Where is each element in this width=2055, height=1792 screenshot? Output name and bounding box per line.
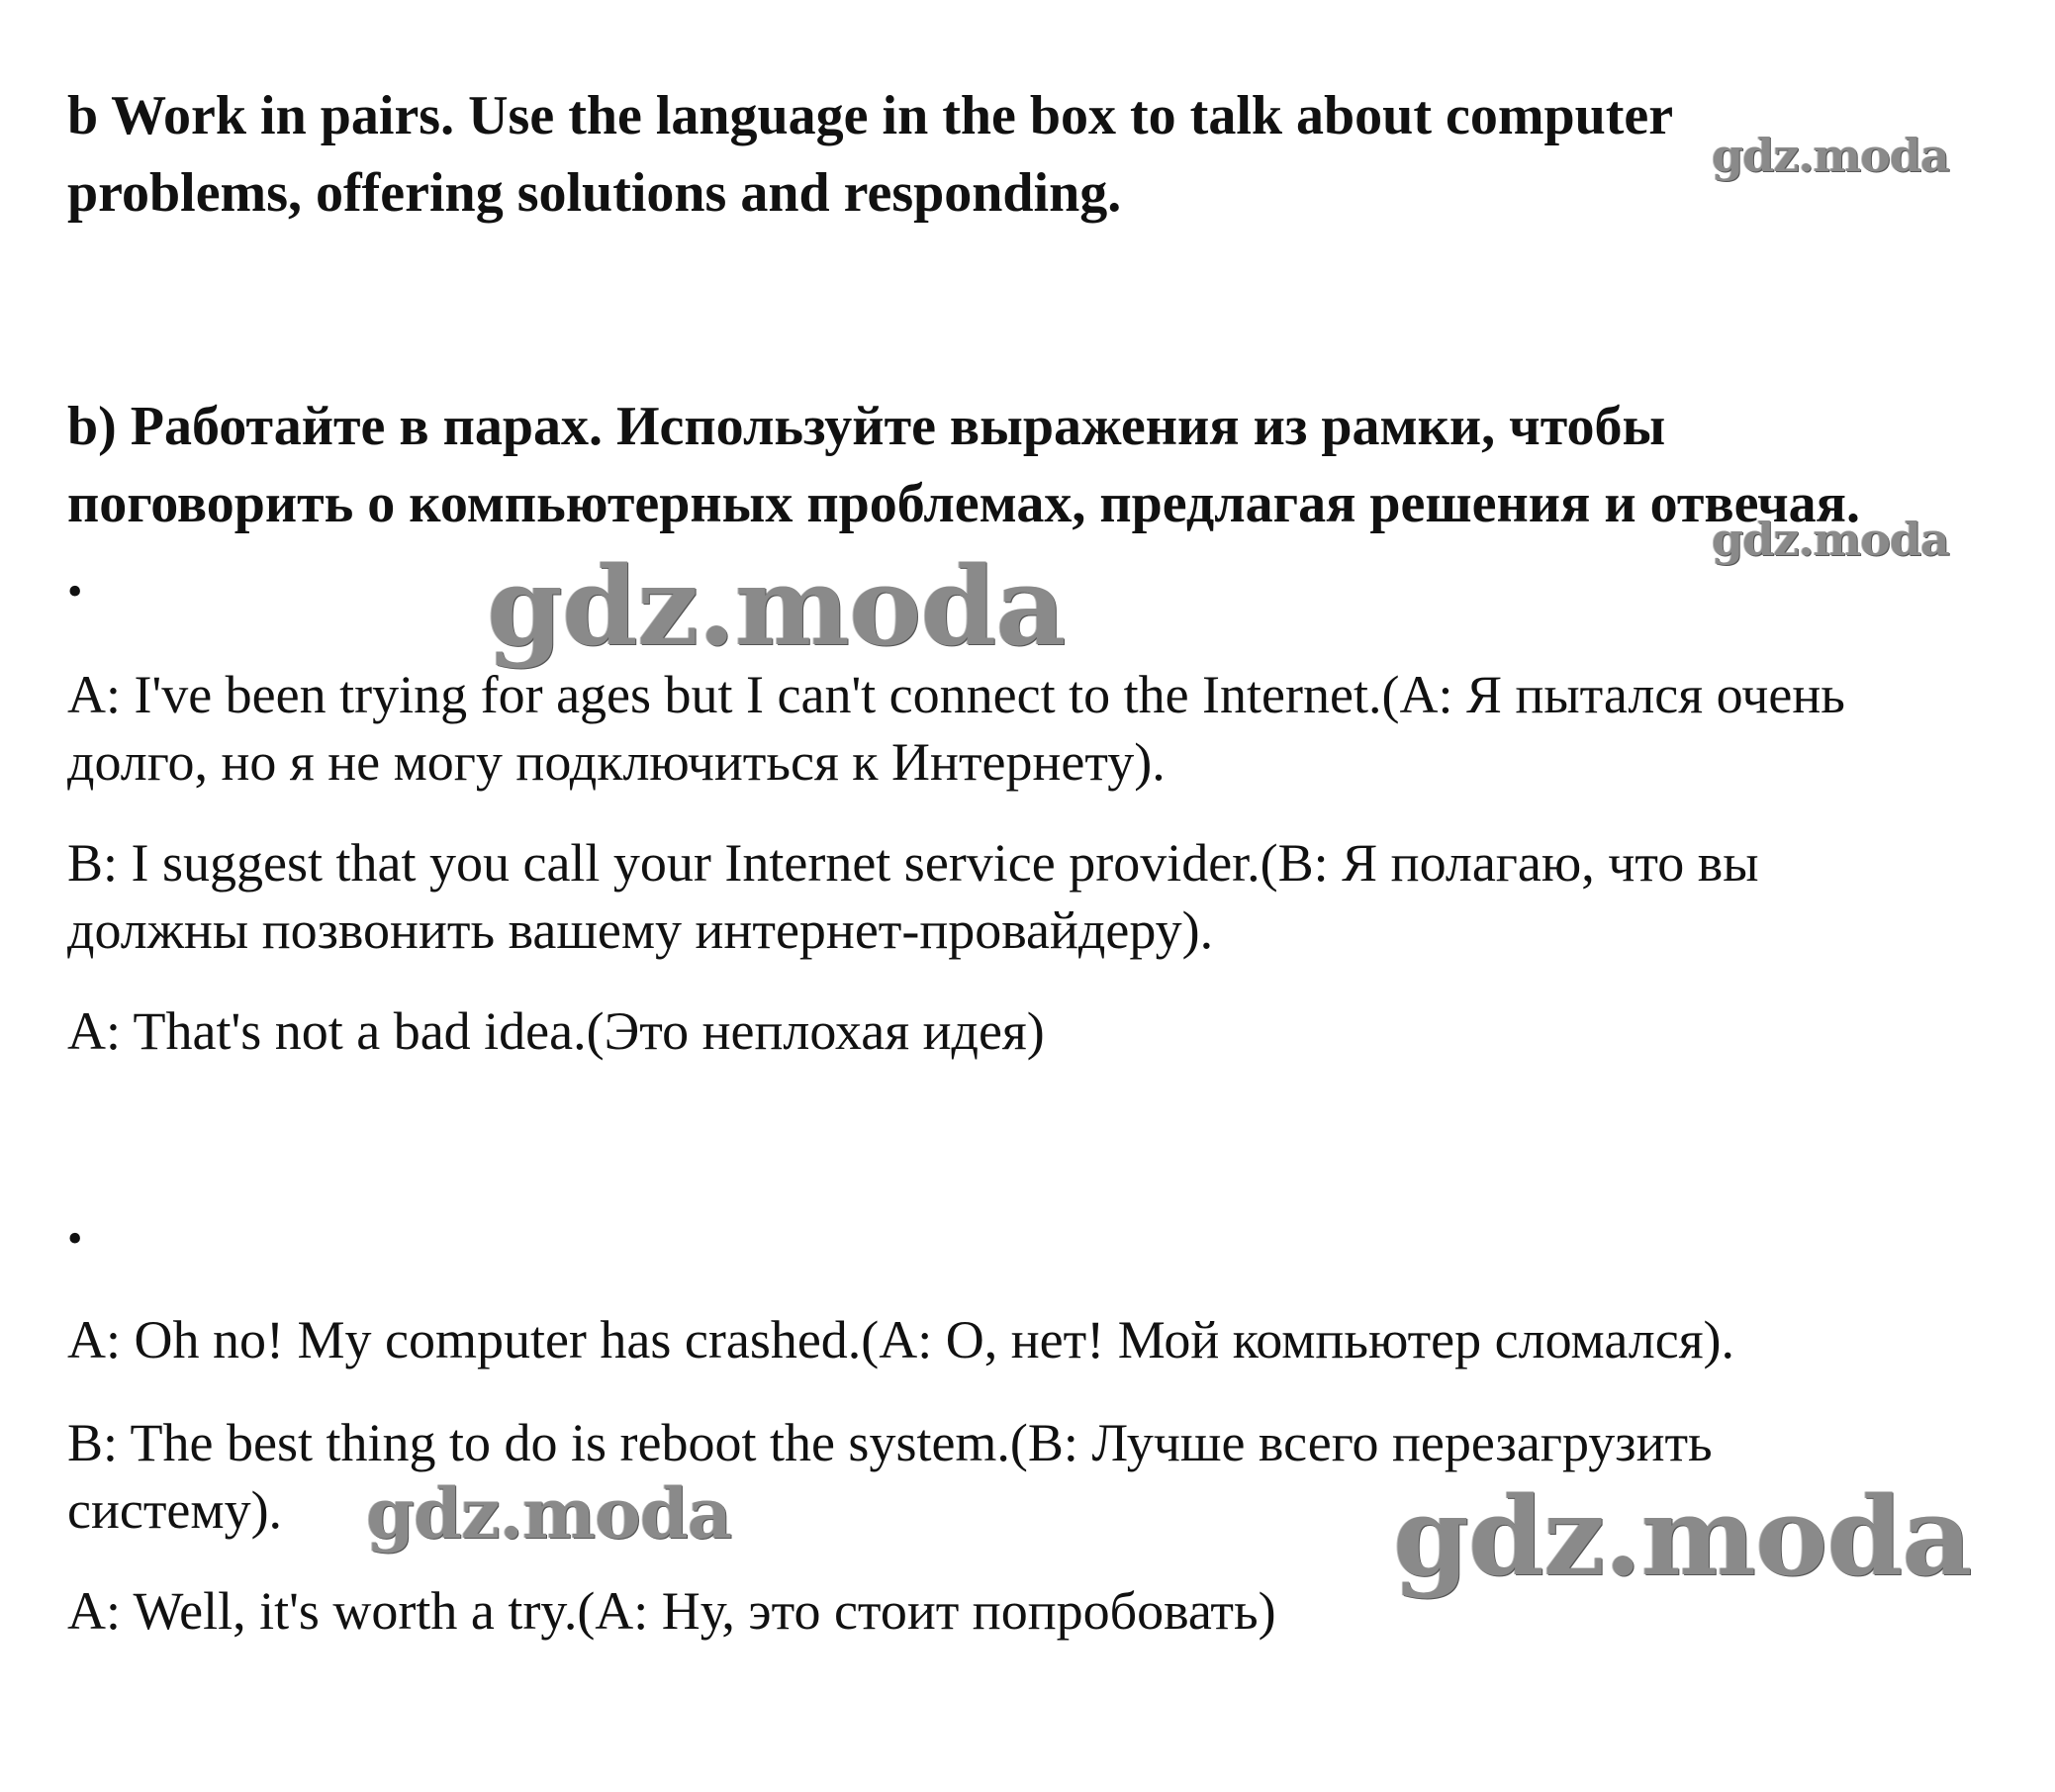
watermark-logo: gdz.moda (1712, 129, 1949, 182)
task-heading-russian: b) Работайте в парах. Используйте выражения из рамки, чтобы поговорить о компьютерных проблемах, предлагая решения и отвечая. (67, 396, 1860, 534)
watermark-logo: gdz.moda (366, 1472, 732, 1555)
dialogue-1-line-b1: B: I suggest that you call your Internet service provider.(B: Я полагаю, что вы должны позвонить вашему интернет-провайдеру). (67, 833, 1759, 960)
dialogue-2-line-b1: B: The best thing to do is reboot the system.(B: Лучше всего перезагрузить систему). (67, 1413, 1713, 1540)
dialogue-1-line-a1: A: I've been trying for ages but I can't connect to the Internet.(A: Я пытался очень долго, но я не могу подключиться к Интернету). (67, 665, 1845, 792)
watermark-logo: gdz.moda (1393, 1472, 1972, 1600)
dialogue-1-line-a2: A: That's not a bad idea.(Это неплохая идея) (67, 1001, 1045, 1061)
dialogue-2-line-a1: A: Oh no! My computer has crashed.(A: О, нет! Мой компьютер сломался). (67, 1310, 1735, 1369)
dialogue-2-line-a2: A: Well, it's worth a try.(A: Ну, это стоит попробовать) (67, 1581, 1276, 1641)
watermark-logo: gdz.moda (1712, 513, 1949, 566)
task-heading-english: b Work in pairs. Use the language in the box to talk about computer problems, offering solutions and responding. (67, 85, 1674, 224)
watermark-logo: gdz.moda (487, 542, 1066, 670)
bullet-marker: • (67, 567, 83, 615)
bullet-marker: • (67, 1214, 83, 1263)
